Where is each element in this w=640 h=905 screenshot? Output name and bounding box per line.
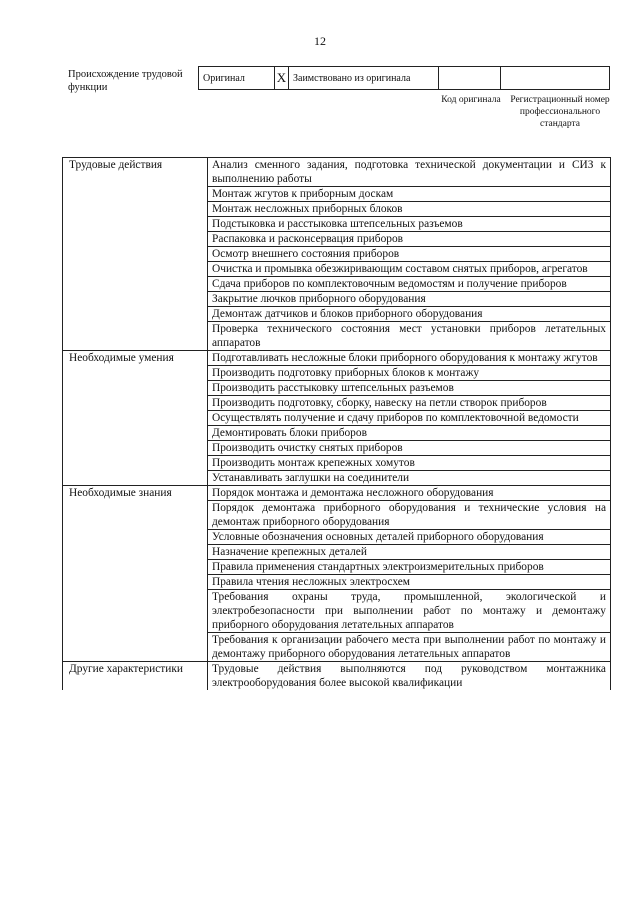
section-item: Назначение крепежных деталей (208, 545, 611, 560)
table-row (63, 662, 611, 691)
section-item: Очистка и промывка обезжиривающим составом снятых приборов, агрегатов (208, 262, 611, 277)
section-item: Сдача приборов по комплектовочным ведомостям и получение приборов (208, 277, 611, 292)
table-row (63, 158, 611, 187)
section-item: Осмотр внешнего состояния приборов (208, 247, 611, 262)
page-number: 12 (314, 34, 326, 48)
section-item: Трудовые действия выполняются под руководством монтажника электрооборудования более высокой квалификации (208, 662, 611, 691)
section-item: Подстыковка и расстыковка штепсельных разъемов (208, 217, 611, 232)
origin-reg-cell (501, 67, 610, 90)
section-item: Условные обозначения основных деталей приборного оборудования (208, 530, 611, 545)
origin-original-cell: Оригинал (199, 67, 275, 90)
section-item: Проверка технического состояния мест установки приборов летательных аппаратов (208, 322, 611, 351)
table-row (63, 351, 611, 366)
origin-table (198, 66, 610, 90)
section-item: Анализ сменного задания, подготовка технической документации и СИЗ к выполнению работы (208, 158, 611, 187)
section-item: Требования охраны труда, промышленной, экологической и электробезопасности при выполнении работ по монтажу и демонтажу приборного оборудования летательных аппаратов (208, 590, 611, 633)
section-item: Устанавливать заглушки на соединители (208, 471, 611, 486)
origin-mark-cell: X (275, 67, 289, 90)
table-row (63, 486, 611, 501)
section-title: Другие характеристики (63, 662, 208, 691)
section-item: Монтаж жгутов к приборным доскам (208, 187, 611, 202)
section-item: Закрытие лючков приборного оборудования (208, 292, 611, 307)
labor-function-table (62, 157, 611, 690)
section-title: Трудовые действия (63, 158, 208, 351)
section-item: Правила чтения несложных электросхем (208, 575, 611, 590)
section-item: Правила применения стандартных электроизмерительных приборов (208, 560, 611, 575)
code-original-label: Код оригинала (441, 95, 501, 105)
section-item: Подготавливать несложные блоки приборного оборудования к монтажу жгутов (208, 351, 611, 366)
section-item: Производить подготовку приборных блоков к монтажу (208, 366, 611, 381)
section-item: Демонтировать блоки приборов (208, 426, 611, 441)
section-item: Требования к организации рабочего места при выполнении работ по монтажу и демонтажу приборного оборудования летательных аппаратов (208, 633, 611, 662)
section-item: Демонтаж датчиков и блоков приборного оборудования (208, 307, 611, 322)
registration-number-label: Регистрационный номер профессионального стандарта (510, 95, 610, 129)
section-item: Производить расстыковку штепсельных разъемов (208, 381, 611, 396)
origin-borrowed-cell: Заимствовано из оригинала (289, 67, 439, 90)
section-item: Порядок монтажа и демонтажа несложного оборудования (208, 486, 611, 501)
section-item: Производить очистку снятых приборов (208, 441, 611, 456)
origin-code-cell (439, 67, 501, 90)
section-title: Необходимые знания (63, 486, 208, 662)
section-item: Производить подготовку, сборку, навеску на петли створок приборов (208, 396, 611, 411)
section-item: Порядок демонтажа приборного оборудования и технические условия на демонтаж приборного оборудования (208, 501, 611, 530)
origin-label: Происхождение трудовой функции (68, 69, 183, 93)
section-item: Производить монтаж крепежных хомутов (208, 456, 611, 471)
section-item: Осуществлять получение и сдачу приборов по комплектовочной ведомости (208, 411, 611, 426)
section-item: Монтаж несложных приборных блоков (208, 202, 611, 217)
section-item: Распаковка и расконсервация приборов (208, 232, 611, 247)
section-title: Необходимые умения (63, 351, 208, 486)
